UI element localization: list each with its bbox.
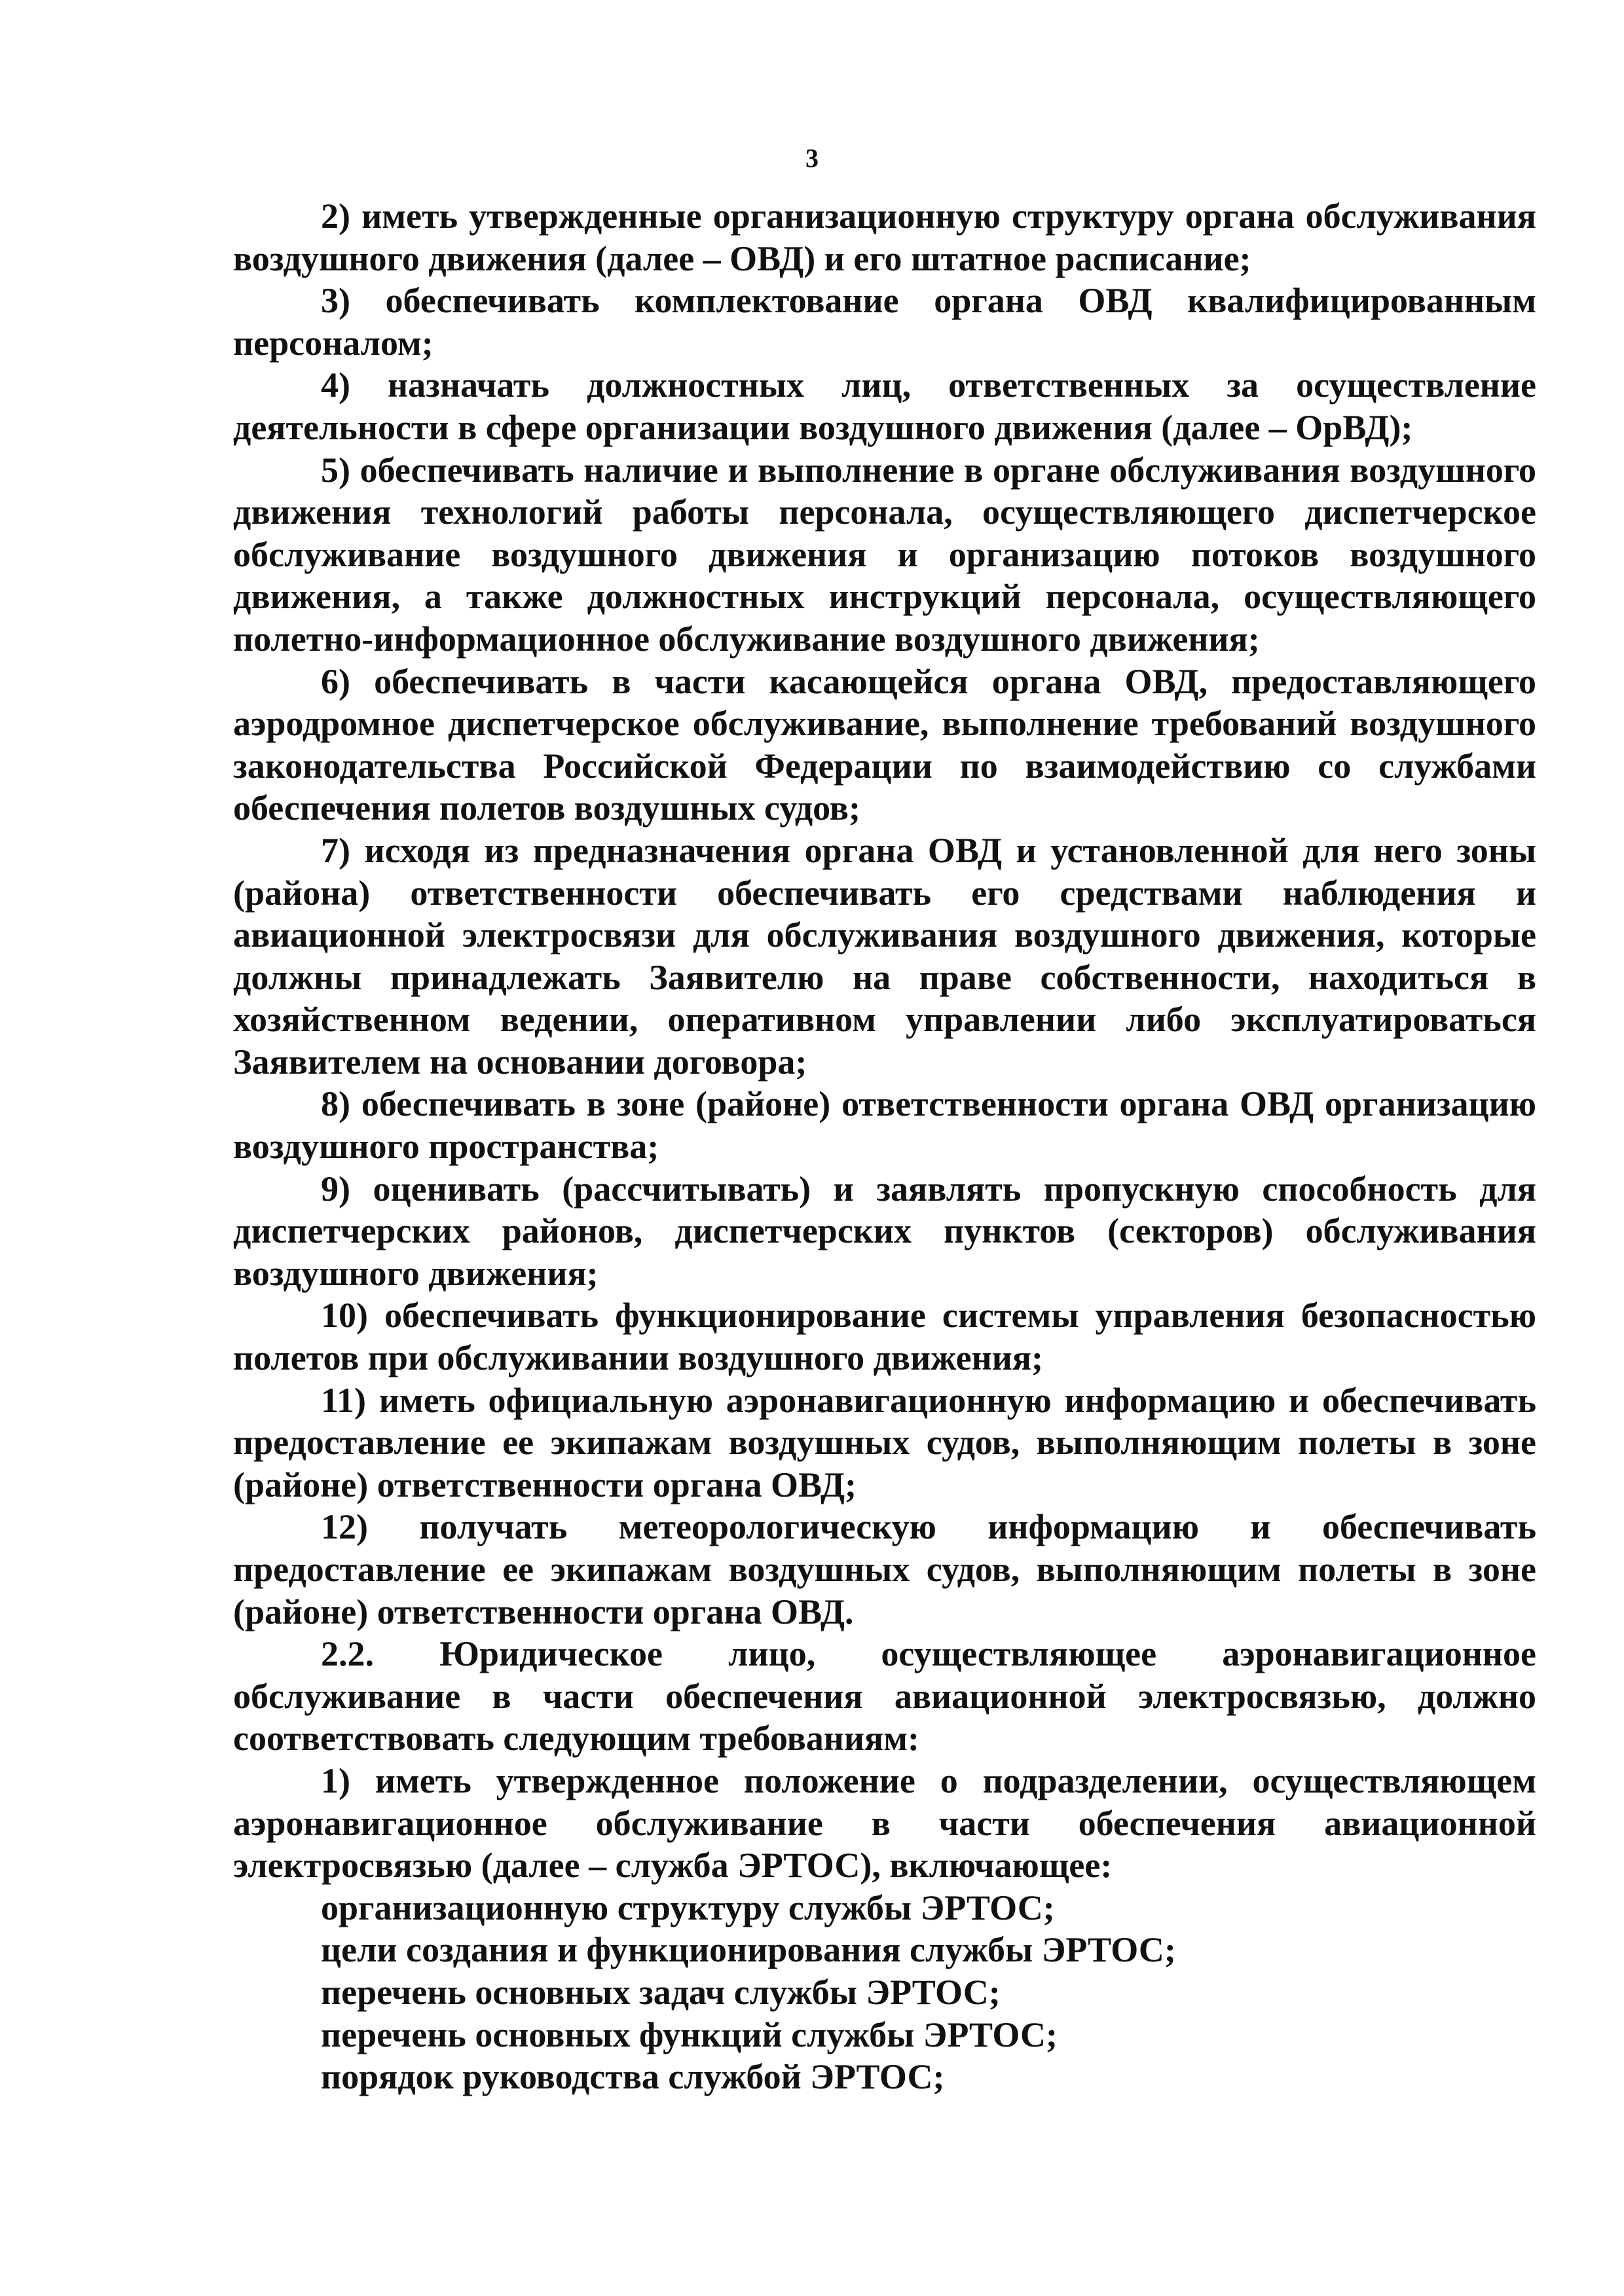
sub-item-management: порядок руководства службой ЭРТОС;	[321, 2057, 945, 2097]
item-2: 2) иметь утвержденные организационную структуру органа обслуживания воздушного движения (далее – ОВД) и его штатное расписание;	[233, 196, 1536, 278]
item-8: 8) обеспечивать в зоне (районе) ответственности органа ОВД организацию воздушного пространства;	[233, 1084, 1536, 1167]
sub-item-tasks: перечень основных задач службы ЭРТОС;	[321, 1972, 1001, 2012]
item-7: 7) исходя из предназначения органа ОВД и установленной для него зоны (района) ответственности обеспечивать его средствами наблюдения и авиационной электросвязи для обслуживания воздушного движения, которые должны принадлежать Заявителю на праве собственности, находиться в хозяйственном ведении, оперативном управлении либо эксплуатироваться Заявителем на основании договора;	[233, 830, 1536, 1082]
item-10: 10) обеспечивать функционирование системы управления безопасностью полетов при обслуживании воздушного движения;	[233, 1296, 1536, 1378]
item-4: 4) назначать должностных лиц, ответственных за осуществление деятельности в сфере организации воздушного движения (далее – ОрВД);	[233, 365, 1536, 447]
item-5: 5) обеспечивать наличие и выполнение в органе обслуживания воздушного движения технологий работы персонала, осуществляющего диспетчерское обслуживание воздушного движения и организацию потоков воздушного движения, а также должностных инструкций персонала, осуществляющего полетно-информационное обслуживание воздушного движения;	[233, 450, 1536, 659]
item-9: 9) оценивать (рассчитывать) и заявлять пропускную способность для диспетчерских районов, диспетчерских пунктов (секторов) обслуживания воздушного движения;	[233, 1169, 1536, 1293]
sub-item-structure: организационную структуру службы ЭРТОС;	[321, 1887, 1055, 1927]
sub-item-functions: перечень основных функций службы ЭРТОС;	[321, 2014, 1058, 2054]
item-6: 6) обеспечивать в части касающейся органа ОВД, предоставляющего аэродромное диспетчерское обслуживание, выполнение требований воздушного законодательства Российской Федерации по взаимодействию со службами обеспечения полетов воздушных судов;	[233, 661, 1536, 828]
document-body	[233, 195, 1536, 2098]
sub-item-goals: цели создания и функционирования службы ЭРТОС;	[321, 1930, 1176, 1970]
section-2-2-item-1: 1) иметь утвержденное положение о подразделении, осуществляющем аэронавигационное обслуживание в части обеспечения авиационной электросвязью (далее – служба ЭРТОС), включающее:	[233, 1760, 1536, 1886]
page-number: 3	[805, 143, 819, 173]
item-3: 3) обеспечивать комплектование органа ОВД квалифицированным персоналом;	[233, 281, 1536, 363]
item-11: 11) иметь официальную аэронавигационную информацию и обеспечивать предоставление ее экипажам воздушных судов, выполняющим полеты в зоне (районе) ответственности органа ОВД;	[233, 1380, 1536, 1504]
section-2-2: 2.2. Юридическое лицо, осуществляющее аэронавигационное обслуживание в части обеспечения авиационной электросвязью, должно соответствовать следующим требованиям:	[233, 1634, 1536, 1758]
item-12: 12) получать метеорологическую информацию и обеспечивать предоставление ее экипажам воздушных судов, выполняющим полеты в зоне (районе) ответственности органа ОВД.	[233, 1507, 1536, 1631]
